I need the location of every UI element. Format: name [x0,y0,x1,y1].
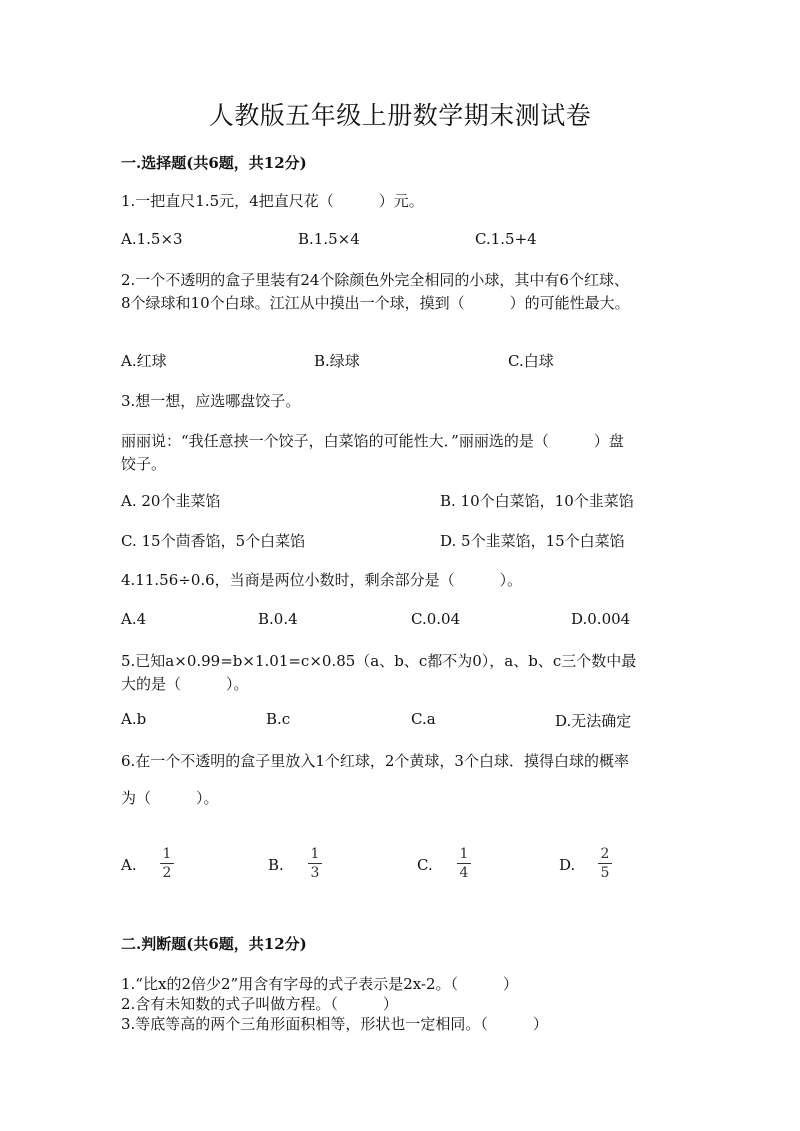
question-3-option-d: D. 5个韭菜馅，15个白菜馅 [440,532,625,550]
judgment-item-2: 2.含有未知数的式子叫做方程。（ ） [121,995,398,1013]
question-5-option-b: B.c [266,710,291,728]
question-6-line-1: 6.在一个不透明的盒子里放入1个红球，2个黄球，3个白球．摸得白球的概率 [121,752,629,770]
question-2-option-c: C.白球 [508,352,554,370]
fraction-denominator: 5 [600,865,610,881]
judgment-item-1: 1.“比x的2倍少2”用含有字母的式子表示是2x-2。（ ） [121,975,519,993]
exam-title: 人教版五年级上册数学期末测试卷 [208,101,592,130]
question-3-option-c: C. 15个茴香馅，5个白菜馅 [121,532,306,550]
fraction-numerator: 1 [459,846,469,862]
question-3-line-2: 饺子。 [121,455,167,473]
question-5-option-a: A.b [121,710,147,728]
question-6-option-c-fraction [457,846,471,881]
question-2-option-a: A.红球 [121,352,167,370]
fraction-bar [598,863,612,864]
question-5-option-c: C.a [411,710,436,728]
question-4-stem: 4.11.56÷0.6，当商是两位小数时，剩余部分是（ ）。 [121,571,523,589]
fraction-numerator: 2 [600,846,610,862]
question-2-line-1: 2.一个不透明的盒子里装有24个除颜色外完全相同的小球，其中有6个红球、 [121,271,629,289]
question-4-option-b: B.0.4 [258,610,298,628]
question-6-option-d-letter: D. [559,856,576,874]
question-5-line-2: 大的是（ ）。 [121,675,249,693]
question-4-option-a: A.4 [121,610,147,628]
question-6-option-a-fraction [160,846,174,881]
question-1-option-b: B.1.5×4 [298,230,360,248]
fraction-numerator: 1 [310,846,320,862]
judgment-item-3: 3.等底等高的两个三角形面积相等，形状也一定相同。（ ） [121,1015,548,1033]
question-1-option-c: C.1.5+4 [475,230,537,248]
fraction-bar [457,863,471,864]
fraction-bar [308,863,322,864]
fraction-bar [160,863,174,864]
question-3-stem: 3.想一想，应选哪盘饺子。 [121,392,301,410]
question-3-option-a: A. 20个韭菜馅 [121,492,221,510]
question-6-line-2: 为（ ）。 [121,789,219,807]
question-3-option-b: B. 10个白菜馅，10个韭菜馅 [440,492,634,510]
question-1-option-a: A.1.5×3 [121,230,183,248]
section-heading-choice: 一.选择题(共6题，共12分) [121,154,307,172]
question-4-option-d: D.0.004 [571,610,631,628]
fraction-denominator: 3 [310,865,320,881]
question-5-option-d: D.无法确定 [555,712,632,730]
question-6-option-b-letter: B. [268,856,284,874]
question-5-line-1: 5.已知a×0.99=b×1.01=c×0.85（a、b、c都不为0），a、b、c三个数中最 [121,652,637,670]
question-2-line-2: 8个绿球和10个白球。江江从中摸出一个球，摸到（ ）的可能性最大。 [121,294,630,312]
question-6-option-d-fraction [598,846,612,881]
fraction-denominator: 2 [162,865,172,881]
question-1-stem: 1.一把直尺1.5元，4把直尺花（ ）元。 [121,192,424,210]
section-heading-judgment: 二.判断题(共6题，共12分) [121,935,307,953]
fraction-denominator: 4 [459,865,469,881]
question-3-line-1: 丽丽说：“我任意挟一个饺子，白菜馅的可能性大．”丽丽选的是（ ）盘 [121,432,624,450]
question-2-option-b: B.绿球 [314,352,360,370]
question-6-option-c-letter: C. [417,856,433,874]
question-6-option-a-letter: A. [121,856,137,874]
question-4-option-c: C.0.04 [411,610,461,628]
question-6-option-b-fraction [308,846,322,881]
fraction-numerator: 1 [162,846,172,862]
